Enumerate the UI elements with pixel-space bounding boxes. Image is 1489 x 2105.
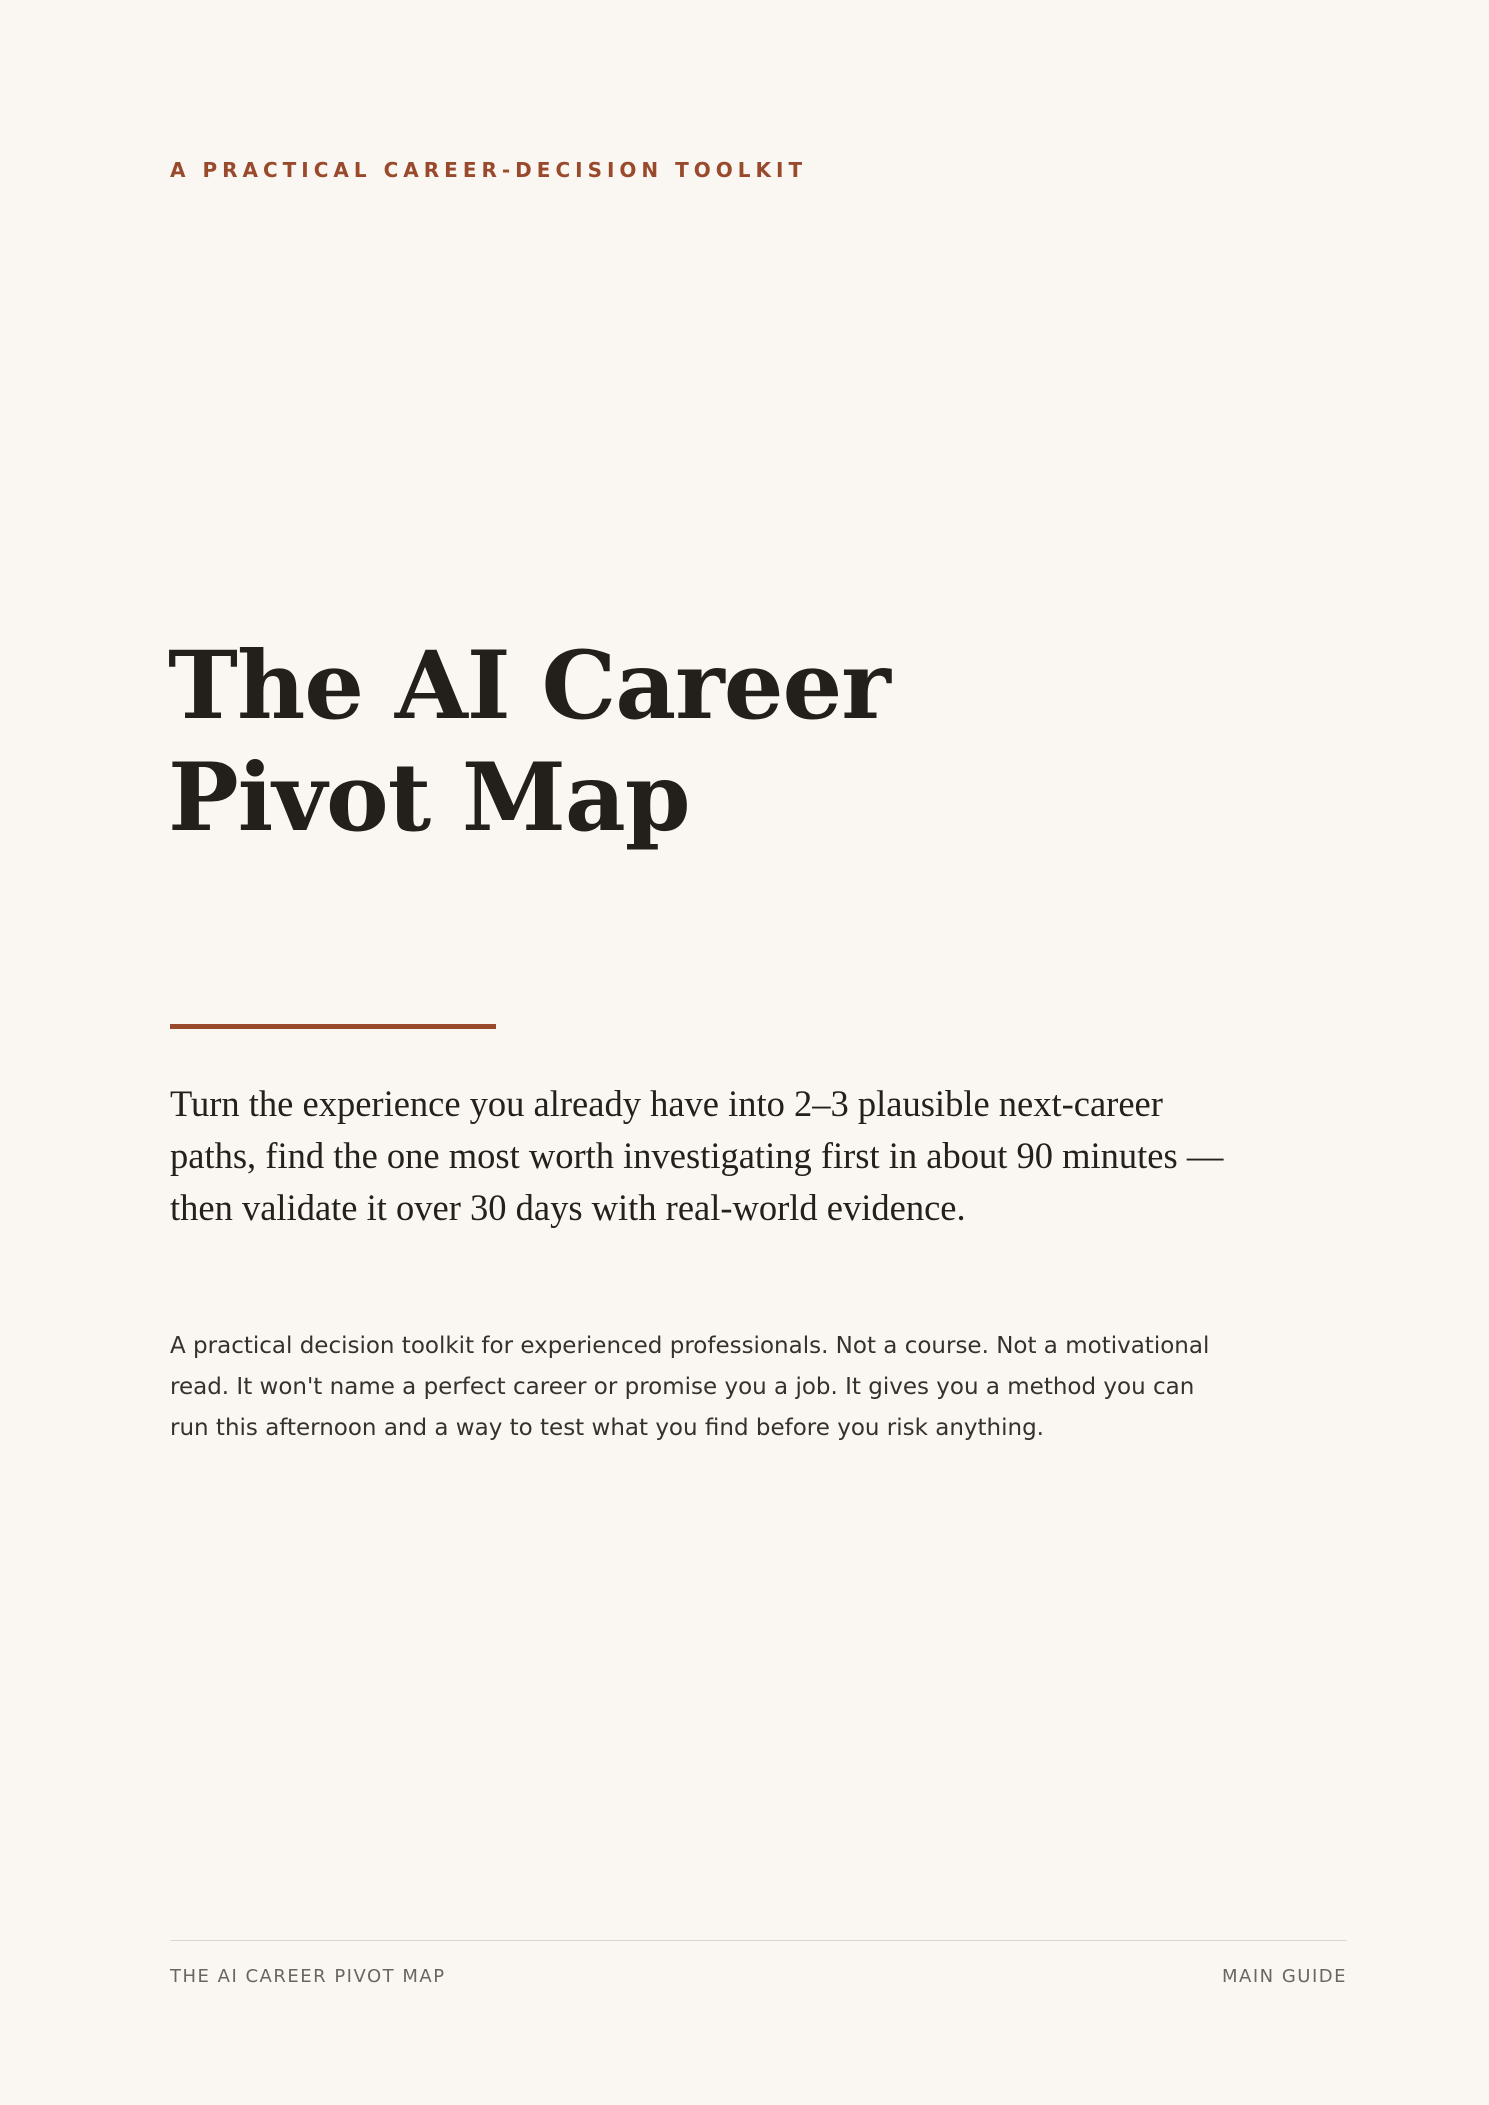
lede-paragraph: Turn the experience you already have into 2–3 plausible next-career paths, find the one most worth investigating first in about 90 minutes — then validate it over 30 days with real-world evidence. <box>170 1083 1224 1228</box>
eyebrow-label: A PRACTICAL CAREER-DECISION TOOLKIT <box>170 158 808 182</box>
accent-divider <box>170 1024 496 1029</box>
page-title-line-1: The AI Career <box>168 631 890 741</box>
footer-document-title: THE AI CAREER PIVOT MAP <box>170 1966 446 1987</box>
description-paragraph: A practical decision toolkit for experienced professionals. Not a course. Not a motivational read. It won't name a perfect career or promise you a job. It gives you a method you can run this afternoon and a way to test what you find before you risk anything. <box>170 1333 1210 1441</box>
footer-section-label: MAIN GUIDE <box>1221 1966 1347 1987</box>
page-title-line-2: Pivot Map <box>168 743 690 853</box>
footer-divider <box>170 1940 1347 1941</box>
page-title <box>168 630 890 854</box>
